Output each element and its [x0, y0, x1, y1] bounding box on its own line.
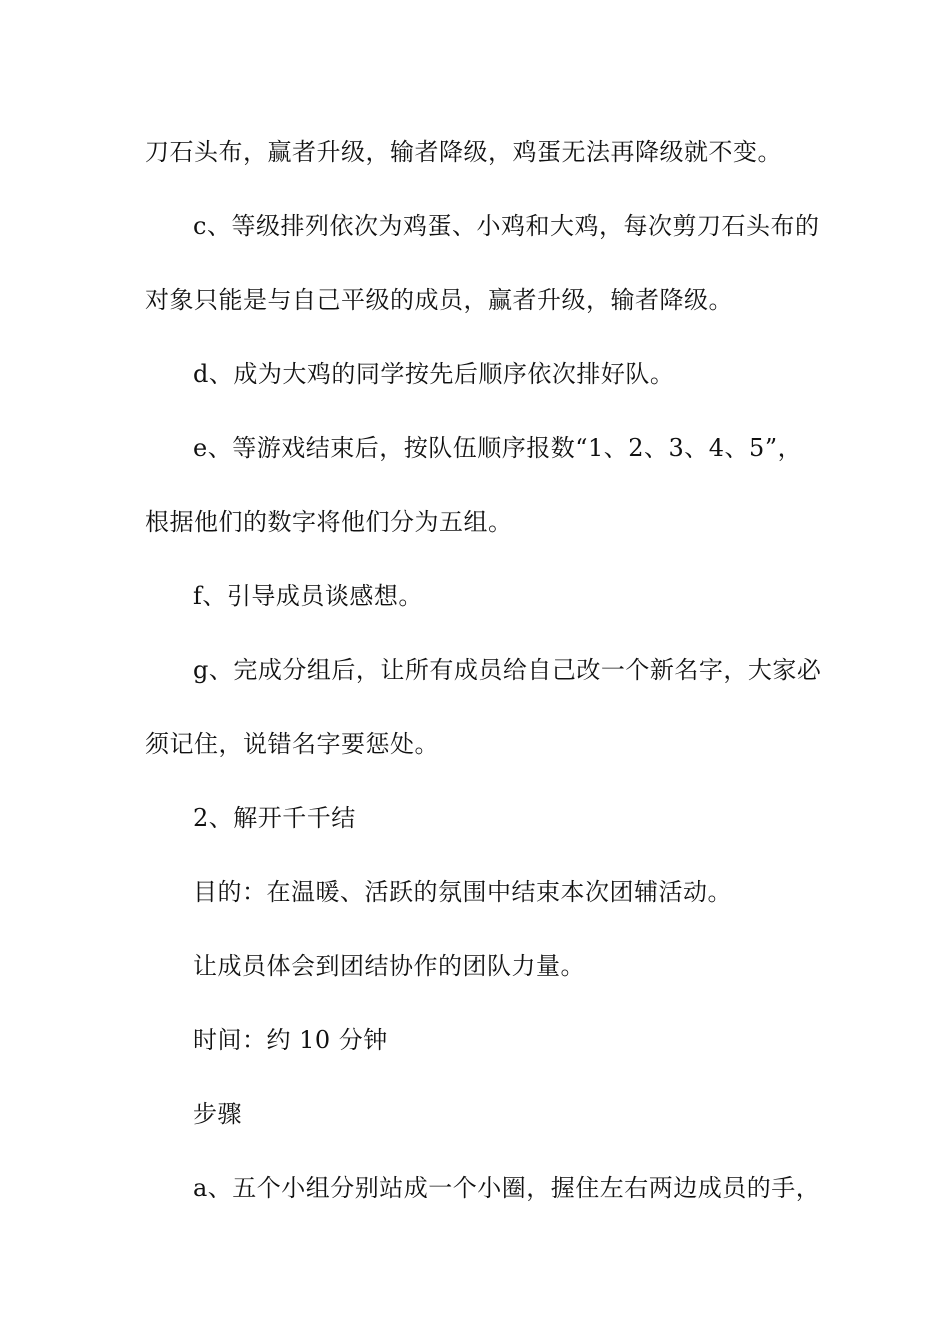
text-line: 步骤 — [193, 1100, 242, 1128]
text-line: 目的：在温暖、活跃的氛围中结束本次团辅活动。 — [193, 878, 732, 906]
text-line: 对象只能是与自己平级的成员，赢者升级，输者降级。 — [145, 286, 733, 314]
section-heading: 2、解开千千结 — [193, 804, 356, 832]
text-line: 让成员体会到团结协作的团队力量。 — [193, 952, 585, 980]
text-line: 须记住，说错名字要惩处。 — [145, 730, 439, 758]
text-line: 刀石头布，赢者升级，输者降级，鸡蛋无法再降级就不变。 — [145, 138, 782, 166]
text-line: e、等游戏结束后，按队伍顺序报数“1、2、3、4、5”， — [193, 434, 803, 462]
text-line: 时间：约 10 分钟 — [193, 1026, 388, 1054]
text-line: g、完成分组后，让所有成员给自己改一个新名字，大家必 — [193, 656, 822, 684]
text-line: c、等级排列依次为鸡蛋、小鸡和大鸡，每次剪刀石头布的 — [193, 212, 820, 240]
text-line: f、引导成员谈感想。 — [193, 582, 423, 610]
text-line: a、五个小组分别站成一个小圈，握住左右两边成员的手， — [193, 1174, 821, 1202]
text-line: d、成为大鸡的同学按先后顺序依次排好队。 — [193, 360, 675, 388]
text-line: 根据他们的数字将他们分为五组。 — [145, 508, 513, 536]
